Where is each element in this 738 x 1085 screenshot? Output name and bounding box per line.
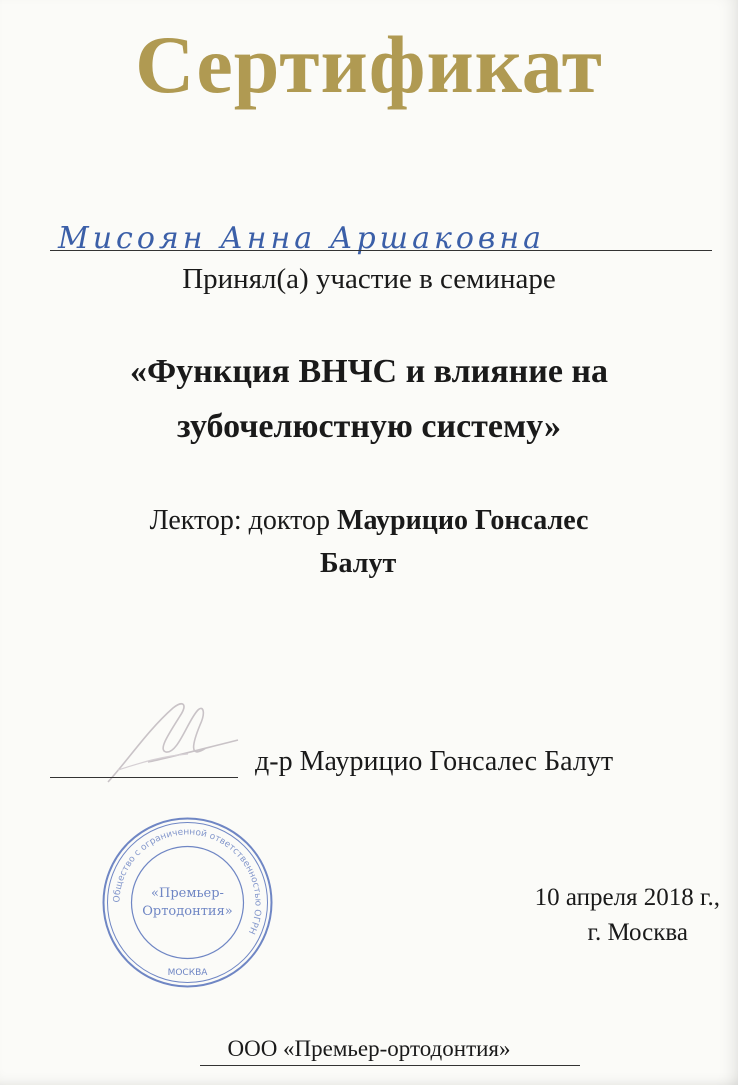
seminar-title-line1: «Функция ВНЧС и влияние на (129, 353, 608, 390)
company-stamp (100, 815, 275, 990)
signature-line (50, 777, 238, 778)
stamp-ring-text: Общество с ограниченной ответственностью ОГРН (112, 827, 263, 936)
date-text: 10 апреля 2018 г., (534, 884, 720, 911)
organization-underline (200, 1065, 580, 1066)
name-underline (50, 250, 712, 251)
stamp-center-line1: «Премьер- (151, 886, 224, 901)
seminar-title-line2: зубочелюстную систему» (177, 408, 561, 445)
handwritten-participant-name (52, 212, 652, 260)
signature-mark (88, 690, 248, 790)
certificate-title: Сертификат (135, 19, 603, 110)
participant-name-text: Мисоян Анна Аршаковна (58, 221, 546, 256)
city-text: г. Москва (587, 919, 688, 946)
stamp-bottom-text: МОСКВА (167, 968, 208, 978)
lecturer-name-line2: Балут (320, 548, 397, 579)
signer-name: д-р Маурицио Гонсалес Балут (255, 746, 614, 777)
lecturer-name: Маурицио Гонсалес (337, 505, 589, 536)
lecturer-line (0, 505, 738, 537)
stamp-center-line2: Ортодонтия» (142, 904, 233, 919)
lecturer-prefix: Лектор: доктор (149, 505, 331, 536)
organization-name: ООО «Премьер-ортодонтия» (227, 1036, 511, 1061)
participated-text: Принял(а) участие в семинаре (182, 263, 556, 295)
